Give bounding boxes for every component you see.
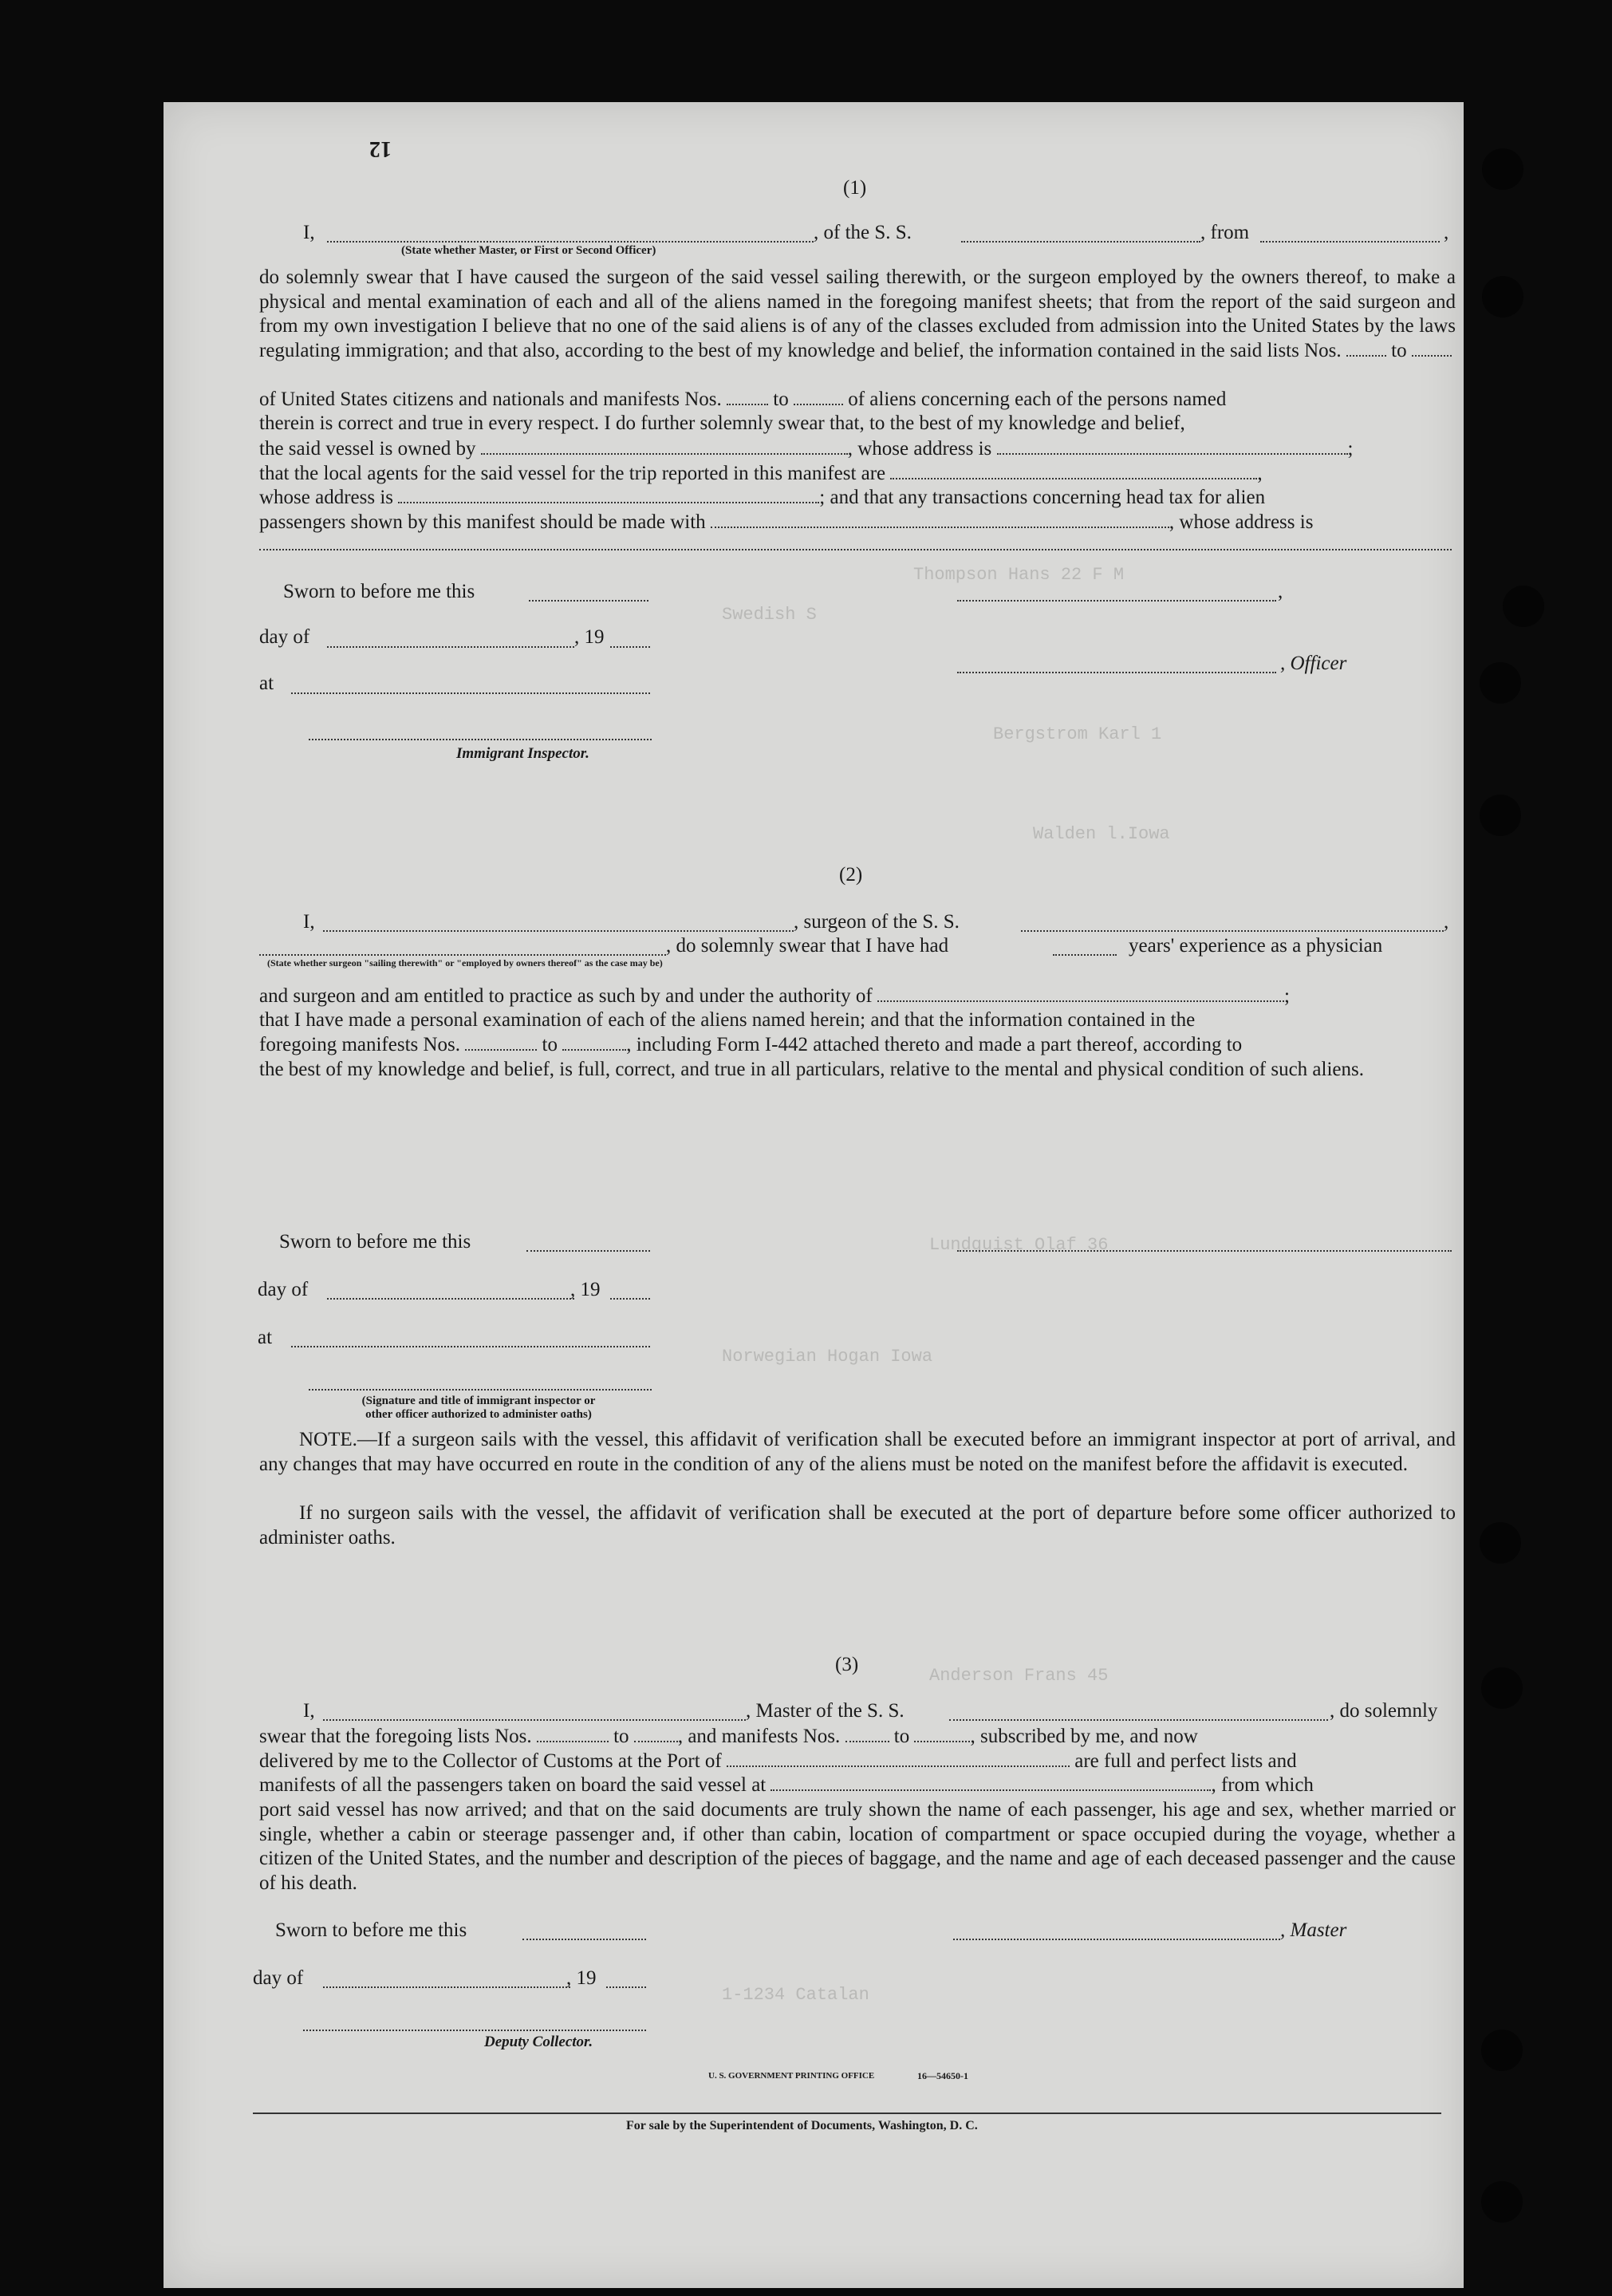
comma: , bbox=[1257, 463, 1263, 484]
delivered-line bbox=[259, 1750, 1297, 1773]
punch-hole bbox=[1481, 2181, 1523, 2223]
authority-line bbox=[259, 984, 1290, 1008]
master-label: , Master bbox=[1280, 1919, 1347, 1941]
punch-hole bbox=[1482, 148, 1523, 190]
blank-line bbox=[957, 600, 1276, 602]
punch-hole bbox=[1480, 662, 1521, 704]
signature-line bbox=[303, 2030, 646, 2031]
owned-by-line bbox=[259, 437, 1353, 460]
blank-line bbox=[1053, 954, 1117, 956]
officer-label: , Officer bbox=[1280, 653, 1347, 674]
blank-line bbox=[606, 1986, 646, 1988]
section-2-heading: (2) bbox=[839, 864, 863, 886]
passengers-text: passengers shown by this manifest should be made with bbox=[259, 511, 706, 533]
local-agents-text: that the local agents for the said vessel for the trip reported in this manifest are bbox=[259, 463, 886, 484]
sworn-label: Sworn to before me this bbox=[283, 581, 475, 602]
to-label: to bbox=[542, 1034, 558, 1055]
section-1-i: I, bbox=[303, 222, 315, 243]
blank-line bbox=[957, 672, 1276, 673]
master-of-ss-label: , Master of the S. S. bbox=[746, 1700, 905, 1722]
examination-line: that I have made a personal examination of each of the aliens named herein; and that the information contained in the bbox=[259, 1009, 1196, 1031]
blank-line bbox=[957, 1250, 1452, 1252]
footer-rule bbox=[253, 2113, 1441, 2114]
semicolon: ; bbox=[1284, 985, 1290, 1007]
note-text: —If a surgeon sails with the vessel, this affidavit of verification shall be executed before an immigrant inspector at port of arrival, and any changes that may have occurred en route in the condition of any of the aliens must be noted on the manifest before the affidavit is executed. bbox=[259, 1429, 1456, 1475]
blank-line bbox=[949, 1719, 1328, 1721]
swear-lists-text: swear that the foregoing lists Nos. bbox=[259, 1726, 532, 1747]
blank-line bbox=[1260, 241, 1440, 243]
including-text: , including Form I-442 attached thereto and made a part thereof, according to bbox=[626, 1034, 1243, 1055]
knowledge-paragraph: the best of my knowledge and belief, is full, correct, and true in all particulars, relative to the mental and physical condition of such aliens. bbox=[259, 1059, 1364, 1080]
punch-hole bbox=[1480, 1522, 1521, 1564]
comma: , bbox=[1444, 911, 1449, 933]
blank-line bbox=[522, 1939, 646, 1940]
year-label: , 19 bbox=[570, 1279, 601, 1300]
blank-line bbox=[327, 241, 814, 243]
citizens-line bbox=[259, 388, 1456, 411]
section-2-caption: (State whether surgeon "sailing therewith" or "employed by owners thereof" as the case may be) bbox=[267, 957, 663, 969]
to-label: to bbox=[773, 389, 789, 410]
blank-line bbox=[327, 1298, 574, 1300]
section-1-heading: (1) bbox=[843, 177, 867, 199]
comma: , bbox=[1278, 581, 1283, 602]
day-of-label: day of bbox=[253, 1967, 304, 1989]
semicolon: ; bbox=[1347, 438, 1354, 460]
whose-address-label: , whose address is bbox=[1169, 511, 1314, 533]
lists-line bbox=[259, 1725, 1198, 1748]
manifests-line bbox=[259, 1033, 1242, 1056]
signature-line bbox=[309, 1389, 652, 1391]
punch-hole bbox=[1503, 586, 1544, 627]
to-label: to bbox=[1391, 339, 1407, 361]
to-label: to bbox=[613, 1726, 629, 1747]
punch-hole bbox=[1480, 795, 1521, 836]
manifests-all-text: manifests of all the passengers taken on board the said vessel at bbox=[259, 1774, 767, 1796]
form-code: 16—54650-1 bbox=[917, 2070, 968, 2081]
punch-hole bbox=[1482, 276, 1523, 318]
head-tax-text: ; and that any transactions concerning head tax for alien bbox=[819, 487, 1266, 508]
blank-line bbox=[291, 1346, 650, 1347]
blank-line bbox=[259, 954, 666, 956]
blank-line bbox=[1021, 930, 1444, 932]
passengers-line bbox=[259, 511, 1313, 534]
punch-hole bbox=[1481, 1667, 1523, 1709]
section-1-paragraph bbox=[259, 266, 1456, 363]
section-3-paragraph: port said vessel has now arrived; and that on the said documents are truly shown the name of each passenger, his age and sex, whether married or single, whether a cabin or steerage passenger and, if other than cabin, location of compartment or space occupied during the voyage, whether a citizen of the United States, and the number and description of the pieces of baggage, and the name and age of each deceased passenger and the cause of his death. bbox=[259, 1799, 1456, 1894]
section-3-i: I, bbox=[303, 1700, 315, 1722]
owned-by-text: the said vessel is owned by bbox=[259, 438, 476, 460]
blank-line bbox=[961, 241, 1200, 243]
address-head-tax-line bbox=[259, 486, 1265, 509]
blank-line bbox=[526, 1250, 650, 1252]
authority-text: and surgeon and am entitled to practice as such by and under the authority of bbox=[259, 985, 873, 1007]
delivered-text: delivered by me to the Collector of Customs at the Port of bbox=[259, 1750, 722, 1772]
at-label: at bbox=[259, 673, 274, 694]
sale-notice: For sale by the Superintendent of Documents, Washington, D. C. bbox=[626, 2119, 978, 2132]
year-label: , 19 bbox=[574, 626, 605, 648]
section-1-caption: (State whether Master, or First or Second Officer) bbox=[401, 244, 656, 257]
whose-address-label: , whose address is bbox=[847, 438, 992, 460]
day-of-label: day of bbox=[259, 626, 310, 648]
note-paragraph bbox=[259, 1428, 1456, 1477]
blank-line bbox=[259, 549, 1452, 550]
manifests-nos-text: foregoing manifests Nos. bbox=[259, 1034, 461, 1055]
blank-line bbox=[291, 692, 650, 694]
punch-hole bbox=[1481, 2030, 1523, 2071]
sig-caption-2: other officer authorized to administer oaths) bbox=[365, 1408, 592, 1421]
to-label: to bbox=[893, 1726, 910, 1747]
year-label: , 19 bbox=[566, 1967, 597, 1989]
swear-had-label: , do solemnly swear that I have had bbox=[666, 935, 949, 957]
and-manifests-text: , and manifests Nos. bbox=[677, 1726, 841, 1747]
deputy-collector-label: Deputy Collector. bbox=[484, 2034, 593, 2050]
sworn-label: Sworn to before me this bbox=[279, 1231, 471, 1253]
page-number: 12 bbox=[369, 136, 392, 161]
of-ss-label: , of the S. S. bbox=[814, 222, 912, 243]
blank-line bbox=[529, 600, 648, 602]
from-label: , from bbox=[1200, 222, 1250, 243]
subscribed-text: , subscribed by me, and now bbox=[970, 1726, 1198, 1747]
blank-line bbox=[323, 1986, 570, 1988]
manifests-all-line bbox=[259, 1773, 1314, 1797]
manifest-form-page: Thompson Hans 22 F M Swedish S Bergstrom Karl 1 Walden l.Iowa Lundquist Olaf 36 Norwegian Hogan Iowa Anderson Frans 45 1-1234 Catalan 12 (1) I, , of the S. S. , from , (State whether Master, or First or Second Officer) do solemnly swear that I have caused the surgeon of the said vessel sailing therewith, or the surgeon employed by the owners thereof, to make a physical and mental examination of each and all of the aliens named in the foregoing manifest sheets; that from the report of the said surgeon and from my own investigation I believe that no one of the said aliens is of any of the classes excluded from admission into the United States by the laws regulating immigration; and that also, according to the best of my knowledge and belief, the information contained in the said lists Nos. to of United States citizens and nationals and manifests Nos. to of aliens concerning each of the persons named therein is correct and true in every respect. I do further solemnly swear that, to the best of my knowledge and belief, the said vessel is owned by , whose address is ; that the local agents for the said vessel for the trip reported in this manifest are , whose address is ; and that any transactions concerning head tax for alien passengers shown by this manifest should be made with , whose address is Sworn to before me this , day of , 19 , Officer at Immigrant Inspector. (2) I, , surgeon of the S. S. , , do solemnly swear that I have had years' experience as a physician (State whether surgeon "sailing therewith" or "employed by owners thereof" as the case may be) and surgeon and am entitled to practice as such by and under the authority of ; that I have made a personal examination of each of the aliens named herein; and that the information contained in the foregoing manifests Nos. to , including Form I-442 attached thereto and made a part thereof, according to the best of my knowledge and belief, is full, correct, and true in all particulars, relative to the mental and physical condition of such aliens. Sworn to before me this day of , 19 at (Signature and title of immigrant inspector or other officer authorized to administer oaths) NOTE.—If a surgeon sails with the vessel, this affidavit of verification shall be executed before an immigrant inspector at port of arrival, and any changes that may have occurred en route in the condition of any of the aliens must be noted on the manifest before the affidavit is executed. If no surgeon sails with the vessel, the affidavit of verification shall be executed at the port of departure before some officer authorized to administer oaths. (3) I, , Master of the S. S. , do solemnly swear that the foregoing lists Nos. to , and manifests Nos. to , subscribed by me, and now delivered by me to the Collector of Customs at the Port of are full and perfect lists and manifests of all the passengers taken on board the said vessel at , from which port said vessel has now arrived; and that on the said documents are truly shown the name of each passenger, his age and sex, whether married or single, whether a cabin or steerage passenger and, if other than cabin, location of compartment or space occupied during the voyage, whether a citizen of the United States, and the number and description of the pieces of baggage, and the name and age of each deceased passenger and the cause of his death. Sworn to before me this , Master day of , 19 Deputy Collector. U. S. GOVERNMENT PRINTING OFFICE 16—54650-1 For sale by the Superintendent of Documents, Washington, D. C. bbox=[164, 102, 1464, 2288]
full-perfect-text: are full and perfect lists and bbox=[1074, 1750, 1297, 1772]
blank-line bbox=[323, 930, 794, 932]
section-2-i: I, bbox=[303, 911, 315, 933]
solemnly-label: , do solemnly bbox=[1330, 1700, 1438, 1722]
blank-line bbox=[610, 646, 650, 648]
surgeon-of-ss-label: , surgeon of the S. S. bbox=[794, 911, 960, 933]
at-label: at bbox=[258, 1327, 273, 1348]
whose-address-label: whose address is bbox=[259, 487, 394, 508]
blank-line bbox=[323, 1719, 746, 1721]
blank-line bbox=[953, 1939, 1280, 1940]
day-of-label: day of bbox=[258, 1279, 309, 1300]
note2-paragraph: If no surgeon sails with the vessel, the affidavit of verification shall be executed at the port of departure before some officer authorized to administer oaths. bbox=[259, 1502, 1456, 1548]
gpo-imprint: U. S. GOVERNMENT PRINTING OFFICE bbox=[708, 2071, 875, 2081]
signature-line bbox=[309, 739, 652, 740]
oath-text: do solemnly swear that I have caused the surgeon of the said vessel sailing therewith, or the surgeon employed by the owners thereof, to make a physical and mental examination of each and all of the aliens named in the foregoing manifest sheets; that from the report of the said surgeon and from my own investigation I believe that no one of the said aliens is of any of the classes excluded from admission into the United States by the laws regulating immigration; and that also, according to the best of my knowledge and belief, the information contained in the said lists Nos. bbox=[259, 266, 1456, 361]
sig-caption-1: (Signature and title of immigrant inspector or bbox=[361, 1395, 596, 1407]
citizens-text: of United States citizens and nationals and manifests Nos. bbox=[259, 389, 722, 410]
local-agents-line bbox=[259, 462, 1263, 485]
comma: , bbox=[1444, 222, 1449, 243]
correct-line: therein is correct and true in every respect. I do further solemnly swear that, to the best of my knowledge and belief, bbox=[259, 412, 1185, 434]
citizens-tail: of aliens concerning each of the persons named bbox=[848, 389, 1227, 410]
blank-line bbox=[327, 646, 574, 648]
section-3-heading: (3) bbox=[835, 1654, 859, 1675]
years-label: years' experience as a physician bbox=[1129, 935, 1383, 957]
from-which-text: , from which bbox=[1211, 1774, 1314, 1796]
note-label: NOTE. bbox=[299, 1429, 357, 1450]
sworn-label: Sworn to before me this bbox=[275, 1919, 467, 1941]
blank-line bbox=[610, 1298, 650, 1300]
inspector-label: Immigrant Inspector. bbox=[456, 745, 589, 762]
